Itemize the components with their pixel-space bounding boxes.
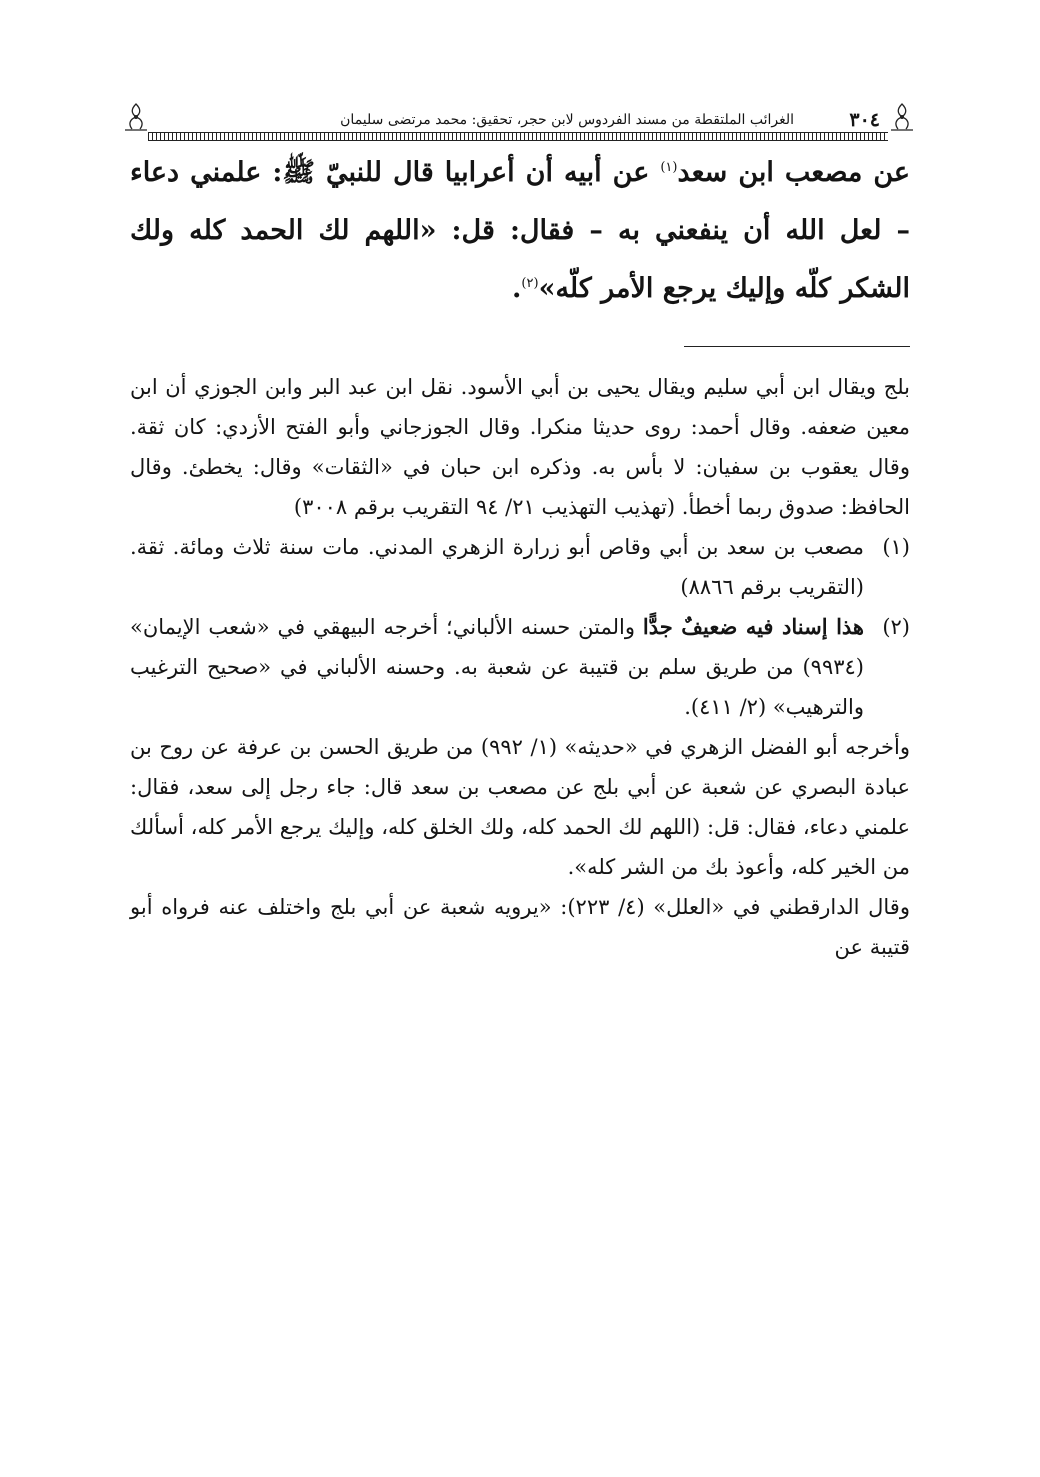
footnote-number: (١) xyxy=(882,535,910,559)
hadith-paragraph xyxy=(130,144,910,318)
footnote-separator xyxy=(684,346,910,347)
footnote-number: (٢) xyxy=(882,615,910,639)
document-page xyxy=(130,96,910,967)
footnotes xyxy=(130,367,910,967)
footnote-reference: (١) xyxy=(660,160,678,175)
footnote-text xyxy=(130,607,864,727)
footnote-text: مصعب بن سعد بن أبي وقاص أبو زرارة الزهري المدني. مات سنة ثلاث ومائة. ثقة. (التقريب برقم ٨٨٦٦) xyxy=(130,535,864,599)
hadith-quote: «اللهم لك الحمد كله ولك الشكر كلّه وإليك يرجع الأمر كلّه» xyxy=(130,215,910,304)
header-rule xyxy=(148,132,888,141)
footnote-paragraph: وقال الدارقطني في «العلل» (٤/ ٢٢٣): «يرويه شعبة عن أبي بلج واختلف عنه فرواه أبو قتيبة عن xyxy=(130,895,910,959)
main-text xyxy=(130,144,910,318)
footnote-item xyxy=(130,527,910,607)
running-header xyxy=(130,96,910,142)
hadith-text-end: . xyxy=(512,273,522,304)
floral-ornament-icon xyxy=(122,102,150,132)
footnote-item xyxy=(130,607,910,727)
footnote-continuation: بلج ويقال ابن أبي سليم ويقال يحيى بن أبي الأسود. نقل ابن عبد البر وابن الجوزي أن ابن معين ضعفه. وقال أحمد: روى حديثا منكرا. وقال الجوزجاني وأبو الفتح الأزدي: كان ثقة. وقال يعقوب بن سفيان: لا بأس به. وذكره ابن حبان في «الثقات» وقال: يخطئ. وقال الحافظ: صدوق ربما أخطأ. (تهذيب التهذيب ٢١/ ٩٤ التقريب برقم ٣٠٠٨) xyxy=(130,375,910,519)
footnote-paragraph: وأخرجه أبو الفضل الزهري في «حديثه» (١/ ٩٩٢) من طريق الحسن بن عرفة عن روح بن عبادة البصري عن شعبة عن أبي بلج عن مصعب بن سعد قال: جاء رجل إلى سعد، فقال: علمني دعاء، فقال: قل: (اللهم لك الحمد كله، ولك الخلق كله، وإليك يرجع الأمر كله، أسألك من الخير كله، وأعوذ بك من الشر كله». xyxy=(130,735,910,879)
footnote-body: والمتن حسنه الألباني؛ أخرجه البيهقي في «شعب الإيمان» (٩٩٣٤) من طريق سلم بن قتيبة عن شعبة به. وحسنه الألباني في «صحيح الترغيب والترهيب» (٢/ ٤١١). xyxy=(130,615,864,719)
floral-ornament-icon xyxy=(888,102,916,132)
footnote-verdict: هذا إسناد فيه ضعيفٌ جدًّا xyxy=(642,614,864,639)
page-number: ٣٠٤ xyxy=(849,109,880,131)
hadith-text: عن أبيه أن أعرابيا قال للنبيّ ﷺ: علمني دعاء – لعل الله أن ينفعني به – فقال: قل: xyxy=(130,157,910,246)
footnote-reference: (٢) xyxy=(521,276,539,291)
hadith-text-start: عن مصعب ابن سعد xyxy=(677,157,910,188)
running-title: الغرائب الملتقطة من مسند الفردوس لابن حجر، تحقيق: محمد مرتضى سليمان xyxy=(340,112,794,128)
